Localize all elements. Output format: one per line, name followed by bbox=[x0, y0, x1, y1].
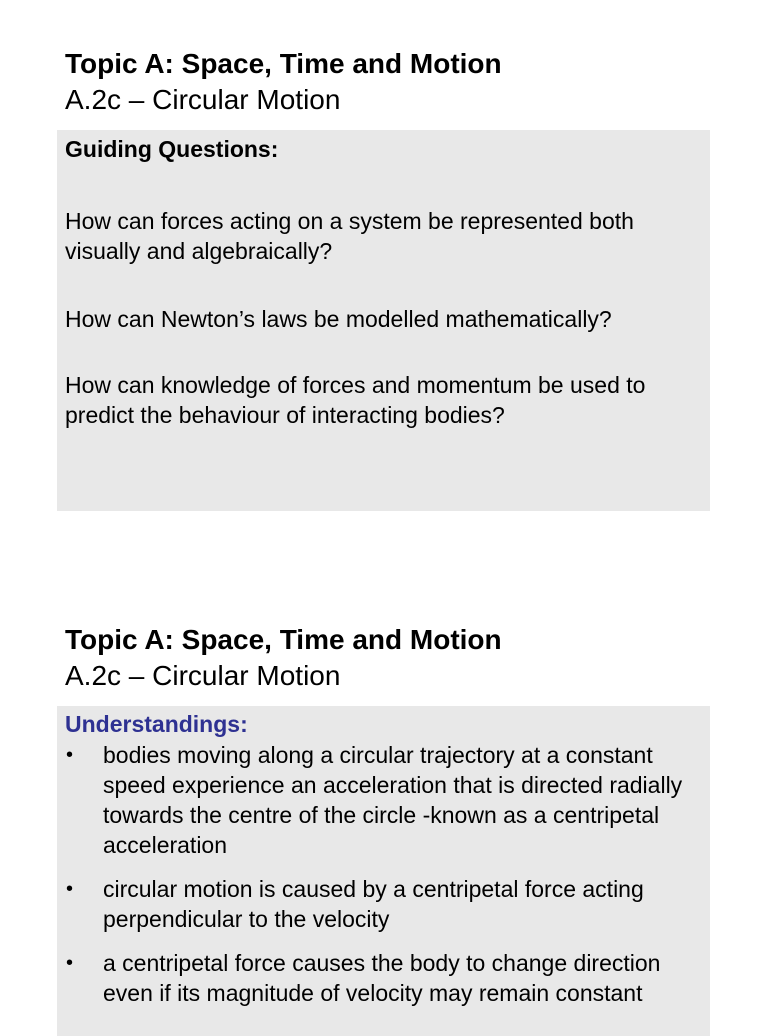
bullet-icon: • bbox=[66, 952, 74, 974]
guiding-question: How can knowledge of forces and momentum be used to predict the behaviour of interacting bodies? bbox=[65, 372, 646, 428]
understandings-heading: Understandings: bbox=[65, 711, 248, 737]
guiding-question: How can Newton’s laws be modelled mathematically? bbox=[65, 306, 612, 332]
list-item bbox=[57, 740, 710, 860]
slide-understandings bbox=[0, 576, 768, 1024]
understandings-list bbox=[57, 740, 710, 1022]
topic-title: Topic A: Space, Time and Motion bbox=[65, 48, 502, 79]
guiding-question: How can forces acting on a system be represented both visually and algebraically? bbox=[65, 208, 634, 264]
topic-title: Topic A: Space, Time and Motion bbox=[65, 624, 502, 655]
understandings-box bbox=[57, 706, 710, 1036]
guiding-questions-box bbox=[57, 130, 710, 511]
bullet-icon: • bbox=[66, 878, 74, 900]
list-item bbox=[57, 948, 710, 1008]
guiding-questions-heading: Guiding Questions: bbox=[65, 136, 279, 162]
bullet-text: bodies moving along a circular trajectory at a constant speed experience an acceleration that is directed radially towards the centre of the circle -known as a centripetal acceleration bbox=[103, 742, 683, 858]
bullet-text: circular motion is caused by a centripetal force acting perpendicular to the velocity bbox=[103, 876, 644, 932]
list-item bbox=[57, 874, 710, 934]
bullet-text: a centripetal force causes the body to change direction even if its magnitude of velocity may remain constant bbox=[103, 950, 661, 1006]
subtopic-title: A.2c – Circular Motion bbox=[65, 660, 341, 691]
bullet-icon: • bbox=[66, 744, 74, 766]
subtopic-title: A.2c – Circular Motion bbox=[65, 84, 341, 115]
